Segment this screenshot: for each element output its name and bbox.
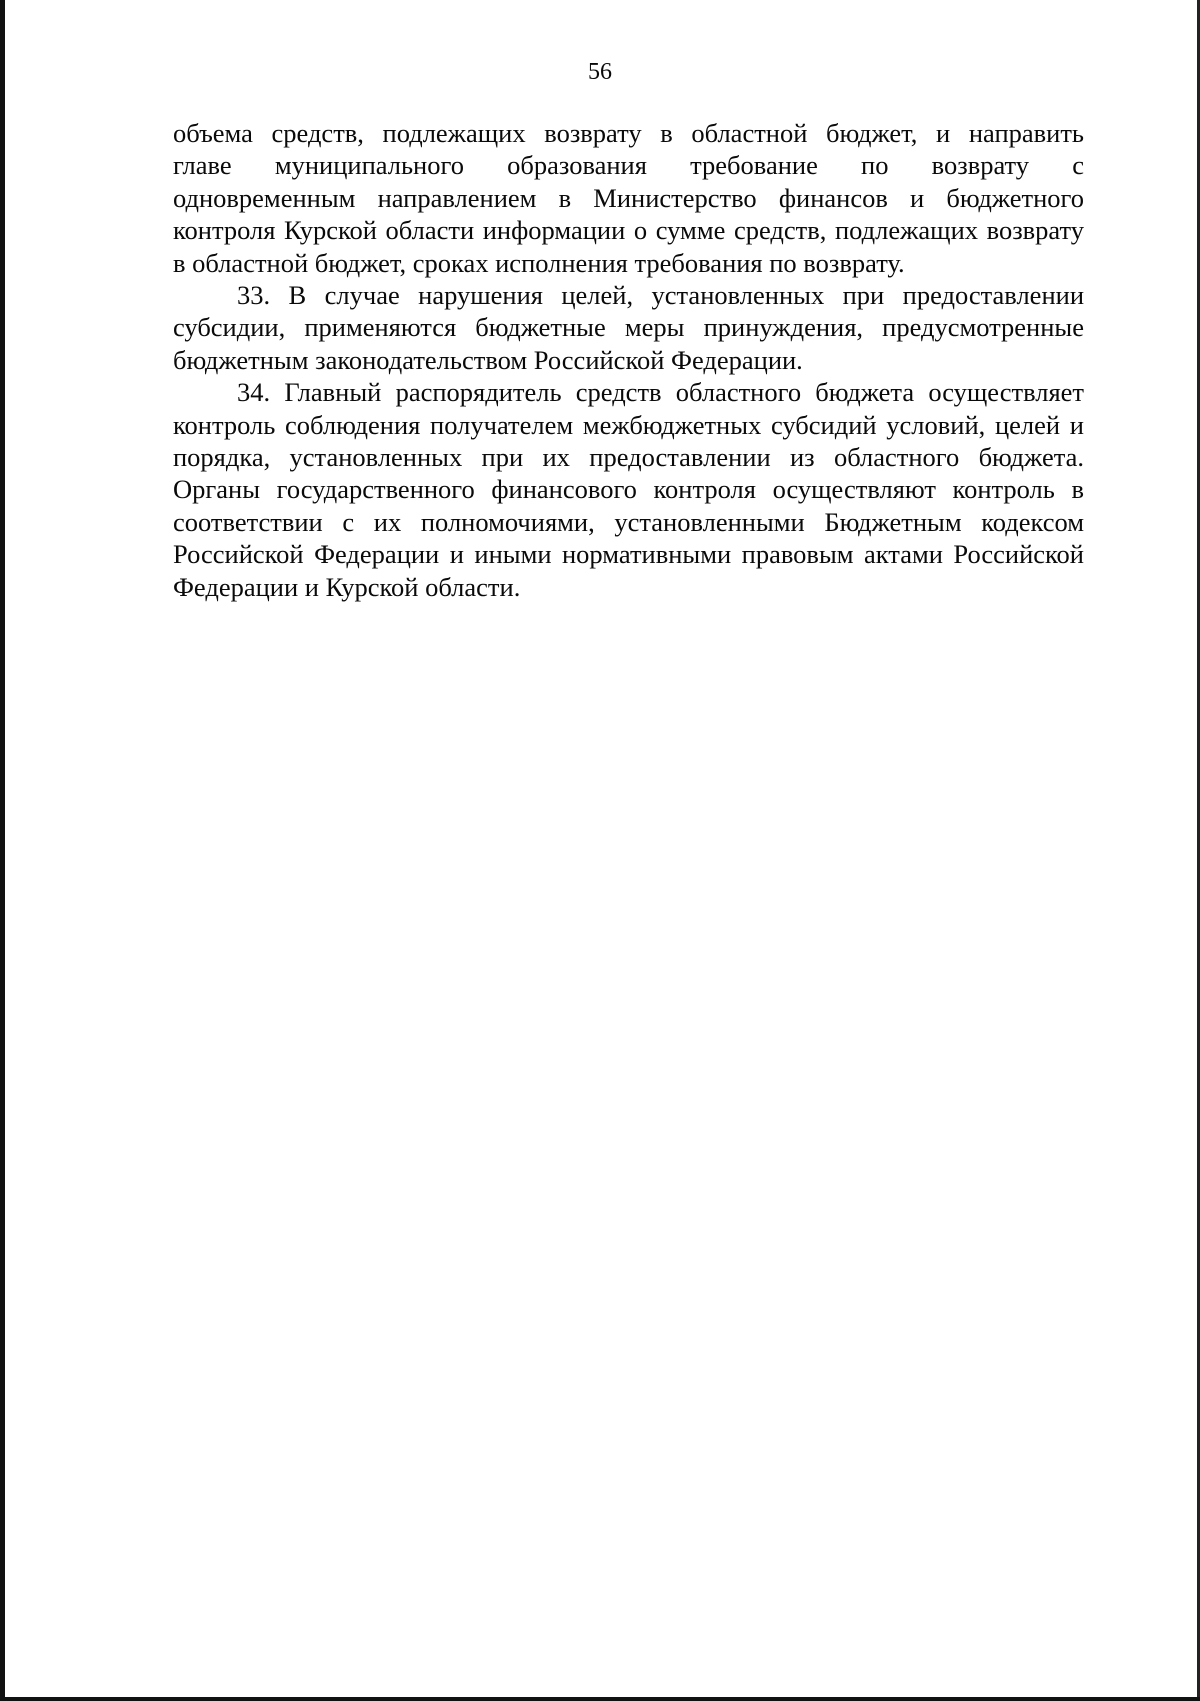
scan-edge-bottom [0, 1697, 1200, 1701]
paragraph-clause-33: 33. В случае нарушения целей, установленных при предоставлении субсидии, применяются бюджетные меры принуждения, предусмотренные бюджетным законодательством Российской Федерации. [173, 280, 1084, 375]
paragraph-continuation [173, 117, 1084, 279]
document-body [173, 117, 1084, 603]
paragraph-clause-34: 34. Главный распорядитель средств областного бюджета осуществляет контроль соблюдения получателем межбюджетных субсидий условий, целей и порядка, установленных при их предоставлении из областного бюджета. Органы государственного финансового контроля осуществляют контроль в соответствии с их полномочиями, установленными Бюджетным кодексом Российской Федерации и иными нормативными правовым актами Российской Федерации и Курской области. [173, 377, 1084, 602]
paragraph-line: объема средств, подлежащих возврату в областной бюджет, и направить [173, 118, 1084, 148]
scan-edge-left [0, 0, 5, 1701]
paragraph-text: одновременным направлением в Министерство финансов и бюджетного контроля Курской области информации о сумме средств, подлежащих возврату в областной бюджет, сроках исполнения требования по возврату. [173, 182, 1084, 278]
paragraph-line: главе муниципального образования требование по возврату с [173, 150, 1084, 181]
page-number: 56 [588, 59, 612, 85]
